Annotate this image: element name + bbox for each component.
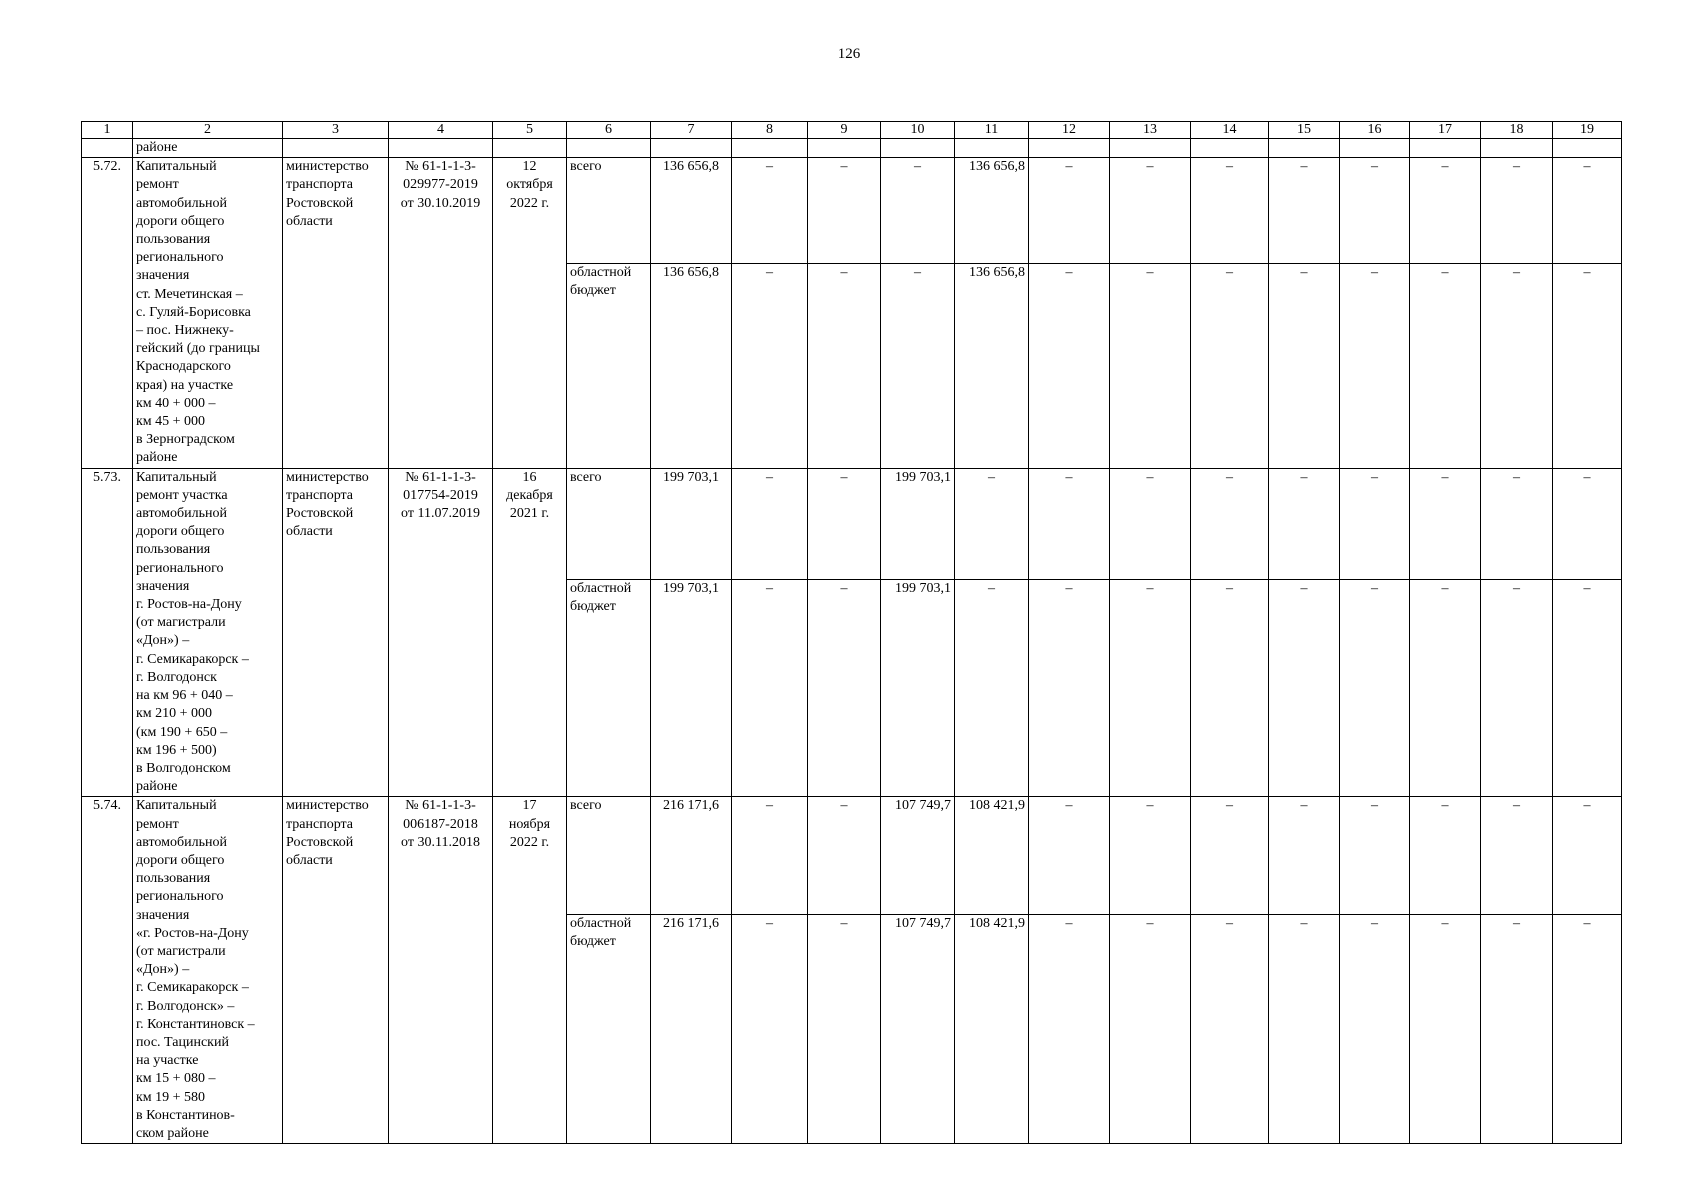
- table-cell: [1029, 139, 1110, 158]
- expertise-number: № 61-1-1-3- 017754-2019 от 11.07.2019: [389, 468, 493, 797]
- deadline: 17 ноября 2022 г.: [493, 797, 567, 1144]
- expertise-number: № 61-1-1-3- 006187-2018 от 30.11.2018: [389, 797, 493, 1144]
- amount-cell: 136 656,8: [955, 158, 1029, 263]
- table-cell: [389, 139, 493, 158]
- amount-cell: –: [1029, 263, 1110, 468]
- amount-cell: –: [732, 468, 808, 579]
- amount-cell: –: [1191, 158, 1269, 263]
- table-cell: [732, 139, 808, 158]
- amount-cell: –: [808, 580, 881, 797]
- amount-cell: –: [1410, 158, 1481, 263]
- amount-cell: –: [1110, 468, 1191, 579]
- column-number: 14: [1191, 122, 1269, 139]
- amount-cell: –: [732, 797, 808, 915]
- amount-cell: –: [732, 263, 808, 468]
- column-number: 7: [651, 122, 732, 139]
- funding-source: всего: [567, 158, 651, 263]
- customer: министерство транспорта Ростовской области: [283, 158, 389, 468]
- amount-cell: 107 749,7: [881, 914, 955, 1143]
- customer: министерство транспорта Ростовской области: [283, 797, 389, 1144]
- funding-source: областной бюджет: [567, 580, 651, 797]
- amount-cell: –: [1191, 914, 1269, 1143]
- amount-cell: –: [1191, 797, 1269, 915]
- amount-cell: –: [1410, 797, 1481, 915]
- column-number: 15: [1269, 122, 1340, 139]
- amount-cell: –: [1269, 797, 1340, 915]
- amount-cell: –: [1029, 158, 1110, 263]
- amount-cell: –: [1553, 263, 1622, 468]
- amount-cell: –: [1340, 158, 1410, 263]
- amount-cell: –: [1553, 580, 1622, 797]
- amount-cell: –: [1481, 580, 1553, 797]
- amount-cell: –: [1110, 797, 1191, 915]
- amount-cell: 216 171,6: [651, 914, 732, 1143]
- table-cell: [1410, 139, 1481, 158]
- column-number: 8: [732, 122, 808, 139]
- amount-cell: 108 421,9: [955, 797, 1029, 915]
- amount-cell: –: [1553, 914, 1622, 1143]
- object-name: Капитальный ремонт участка автомобильной дороги общего пользования регионального значения г. Ростов-на-Дону (от магистрали «Дон») – г. Семикаракорск – г. Волгодонск на км 96 + 040 – км 210 + 000 (км 190 + 650 – км 196 + 500) в Волгодонском районе: [133, 468, 283, 797]
- deadline: 12 октября 2022 г.: [493, 158, 567, 468]
- table-cell: [567, 139, 651, 158]
- column-number: 10: [881, 122, 955, 139]
- amount-cell: –: [808, 797, 881, 915]
- amount-cell: –: [1029, 797, 1110, 915]
- amount-cell: –: [1553, 158, 1622, 263]
- table-cell: [881, 139, 955, 158]
- column-number: 19: [1553, 122, 1622, 139]
- table-cell: [283, 139, 389, 158]
- table-cell: [1110, 139, 1191, 158]
- amount-cell: –: [1269, 468, 1340, 579]
- amount-cell: –: [1481, 797, 1553, 915]
- item-number: 5.74.: [82, 797, 133, 1144]
- continuation-text: районе: [133, 139, 283, 158]
- column-number: 9: [808, 122, 881, 139]
- amount-cell: –: [808, 263, 881, 468]
- expertise-number: № 61-1-1-3- 029977-2019 от 30.10.2019: [389, 158, 493, 468]
- column-number: 16: [1340, 122, 1410, 139]
- amount-cell: –: [1110, 914, 1191, 1143]
- amount-cell: –: [1269, 158, 1340, 263]
- item-number: 5.73.: [82, 468, 133, 797]
- amount-cell: –: [1110, 580, 1191, 797]
- column-number: 11: [955, 122, 1029, 139]
- amount-cell: –: [808, 158, 881, 263]
- amount-cell: 199 703,1: [881, 468, 955, 579]
- column-number: 1: [82, 122, 133, 139]
- amount-cell: –: [1410, 468, 1481, 579]
- amount-cell: 216 171,6: [651, 797, 732, 915]
- column-number: 2: [133, 122, 283, 139]
- amount-cell: –: [1410, 263, 1481, 468]
- amount-cell: –: [1269, 914, 1340, 1143]
- column-number: 13: [1110, 122, 1191, 139]
- funding-source: всего: [567, 797, 651, 915]
- amount-cell: –: [1410, 580, 1481, 797]
- amount-cell: –: [955, 580, 1029, 797]
- object-name: Капитальный ремонт автомобильной дороги общего пользования регионального значения «г. Ростов-на-Дону (от магистрали «Дон») – г. Семикаракорск – г. Волгодонск» – г. Константиновск – пос. Тацинский на участке км 15 + 080 – км 19 + 580 в Константинов- ском районе: [133, 797, 283, 1144]
- amount-cell: –: [1340, 263, 1410, 468]
- amount-cell: –: [1340, 468, 1410, 579]
- amount-cell: –: [1110, 158, 1191, 263]
- amount-cell: –: [1553, 797, 1622, 915]
- amount-cell: 136 656,8: [955, 263, 1029, 468]
- amount-cell: –: [1269, 580, 1340, 797]
- column-number: 17: [1410, 122, 1481, 139]
- table-cell: [1269, 139, 1340, 158]
- funding-source: областной бюджет: [567, 263, 651, 468]
- amount-cell: –: [881, 263, 955, 468]
- amount-cell: –: [1340, 580, 1410, 797]
- amount-cell: –: [1410, 914, 1481, 1143]
- object-name: Капитальный ремонт автомобильной дороги общего пользования регионального значения ст. Мечетинская – с. Гуляй-Борисовка – пос. Нижнеку- гейский (до границы Краснодарского края) на участке км 40 + 000 – км 45 + 000 в Зерноградском районе: [133, 158, 283, 468]
- amount-cell: –: [1481, 263, 1553, 468]
- amount-cell: 199 703,1: [651, 468, 732, 579]
- table-cell: [493, 139, 567, 158]
- amount-cell: –: [1191, 468, 1269, 579]
- table-cell: [82, 139, 133, 158]
- continuation-row: [82, 139, 1622, 158]
- amount-cell: –: [1029, 580, 1110, 797]
- column-number: 12: [1029, 122, 1110, 139]
- amount-cell: 107 749,7: [881, 797, 955, 915]
- table-cell: [1481, 139, 1553, 158]
- amount-cell: –: [1481, 158, 1553, 263]
- customer: министерство транспорта Ростовской области: [283, 468, 389, 797]
- amount-cell: –: [732, 914, 808, 1143]
- table-cell: [1340, 139, 1410, 158]
- amount-cell: –: [1191, 580, 1269, 797]
- amount-cell: 136 656,8: [651, 158, 732, 263]
- amount-cell: –: [808, 914, 881, 1143]
- amount-cell: –: [1553, 468, 1622, 579]
- column-number: 4: [389, 122, 493, 139]
- deadline: 16 декабря 2021 г.: [493, 468, 567, 797]
- amount-cell: –: [1340, 914, 1410, 1143]
- table-cell: [651, 139, 732, 158]
- amount-cell: 136 656,8: [651, 263, 732, 468]
- amount-cell: 199 703,1: [651, 580, 732, 797]
- amount-cell: –: [1029, 914, 1110, 1143]
- amount-cell: 199 703,1: [881, 580, 955, 797]
- funding-source: областной бюджет: [567, 914, 651, 1143]
- page-number: 126: [837, 46, 861, 62]
- amount-cell: –: [808, 468, 881, 579]
- amount-cell: –: [1269, 263, 1340, 468]
- amount-cell: –: [1481, 468, 1553, 579]
- amount-cell: –: [1191, 263, 1269, 468]
- amount-cell: –: [1481, 914, 1553, 1143]
- program-table: [81, 121, 1622, 1144]
- amount-cell: –: [732, 580, 808, 797]
- table-cell: [1553, 139, 1622, 158]
- table-cell: [808, 139, 881, 158]
- amount-cell: –: [1340, 797, 1410, 915]
- column-number: 3: [283, 122, 389, 139]
- amount-cell: –: [881, 158, 955, 263]
- amount-cell: 108 421,9: [955, 914, 1029, 1143]
- amount-cell: –: [1029, 468, 1110, 579]
- column-number: 5: [493, 122, 567, 139]
- amount-cell: –: [955, 468, 1029, 579]
- column-number: 18: [1481, 122, 1553, 139]
- amount-cell: –: [1110, 263, 1191, 468]
- column-number: 6: [567, 122, 651, 139]
- table-row: [82, 468, 1622, 579]
- table-cell: [955, 139, 1029, 158]
- table-row: [82, 158, 1622, 263]
- table-cell: [1191, 139, 1269, 158]
- table-row: [82, 797, 1622, 915]
- amount-cell: –: [732, 158, 808, 263]
- funding-source: всего: [567, 468, 651, 579]
- header-row: [82, 122, 1622, 139]
- item-number: 5.72.: [82, 158, 133, 468]
